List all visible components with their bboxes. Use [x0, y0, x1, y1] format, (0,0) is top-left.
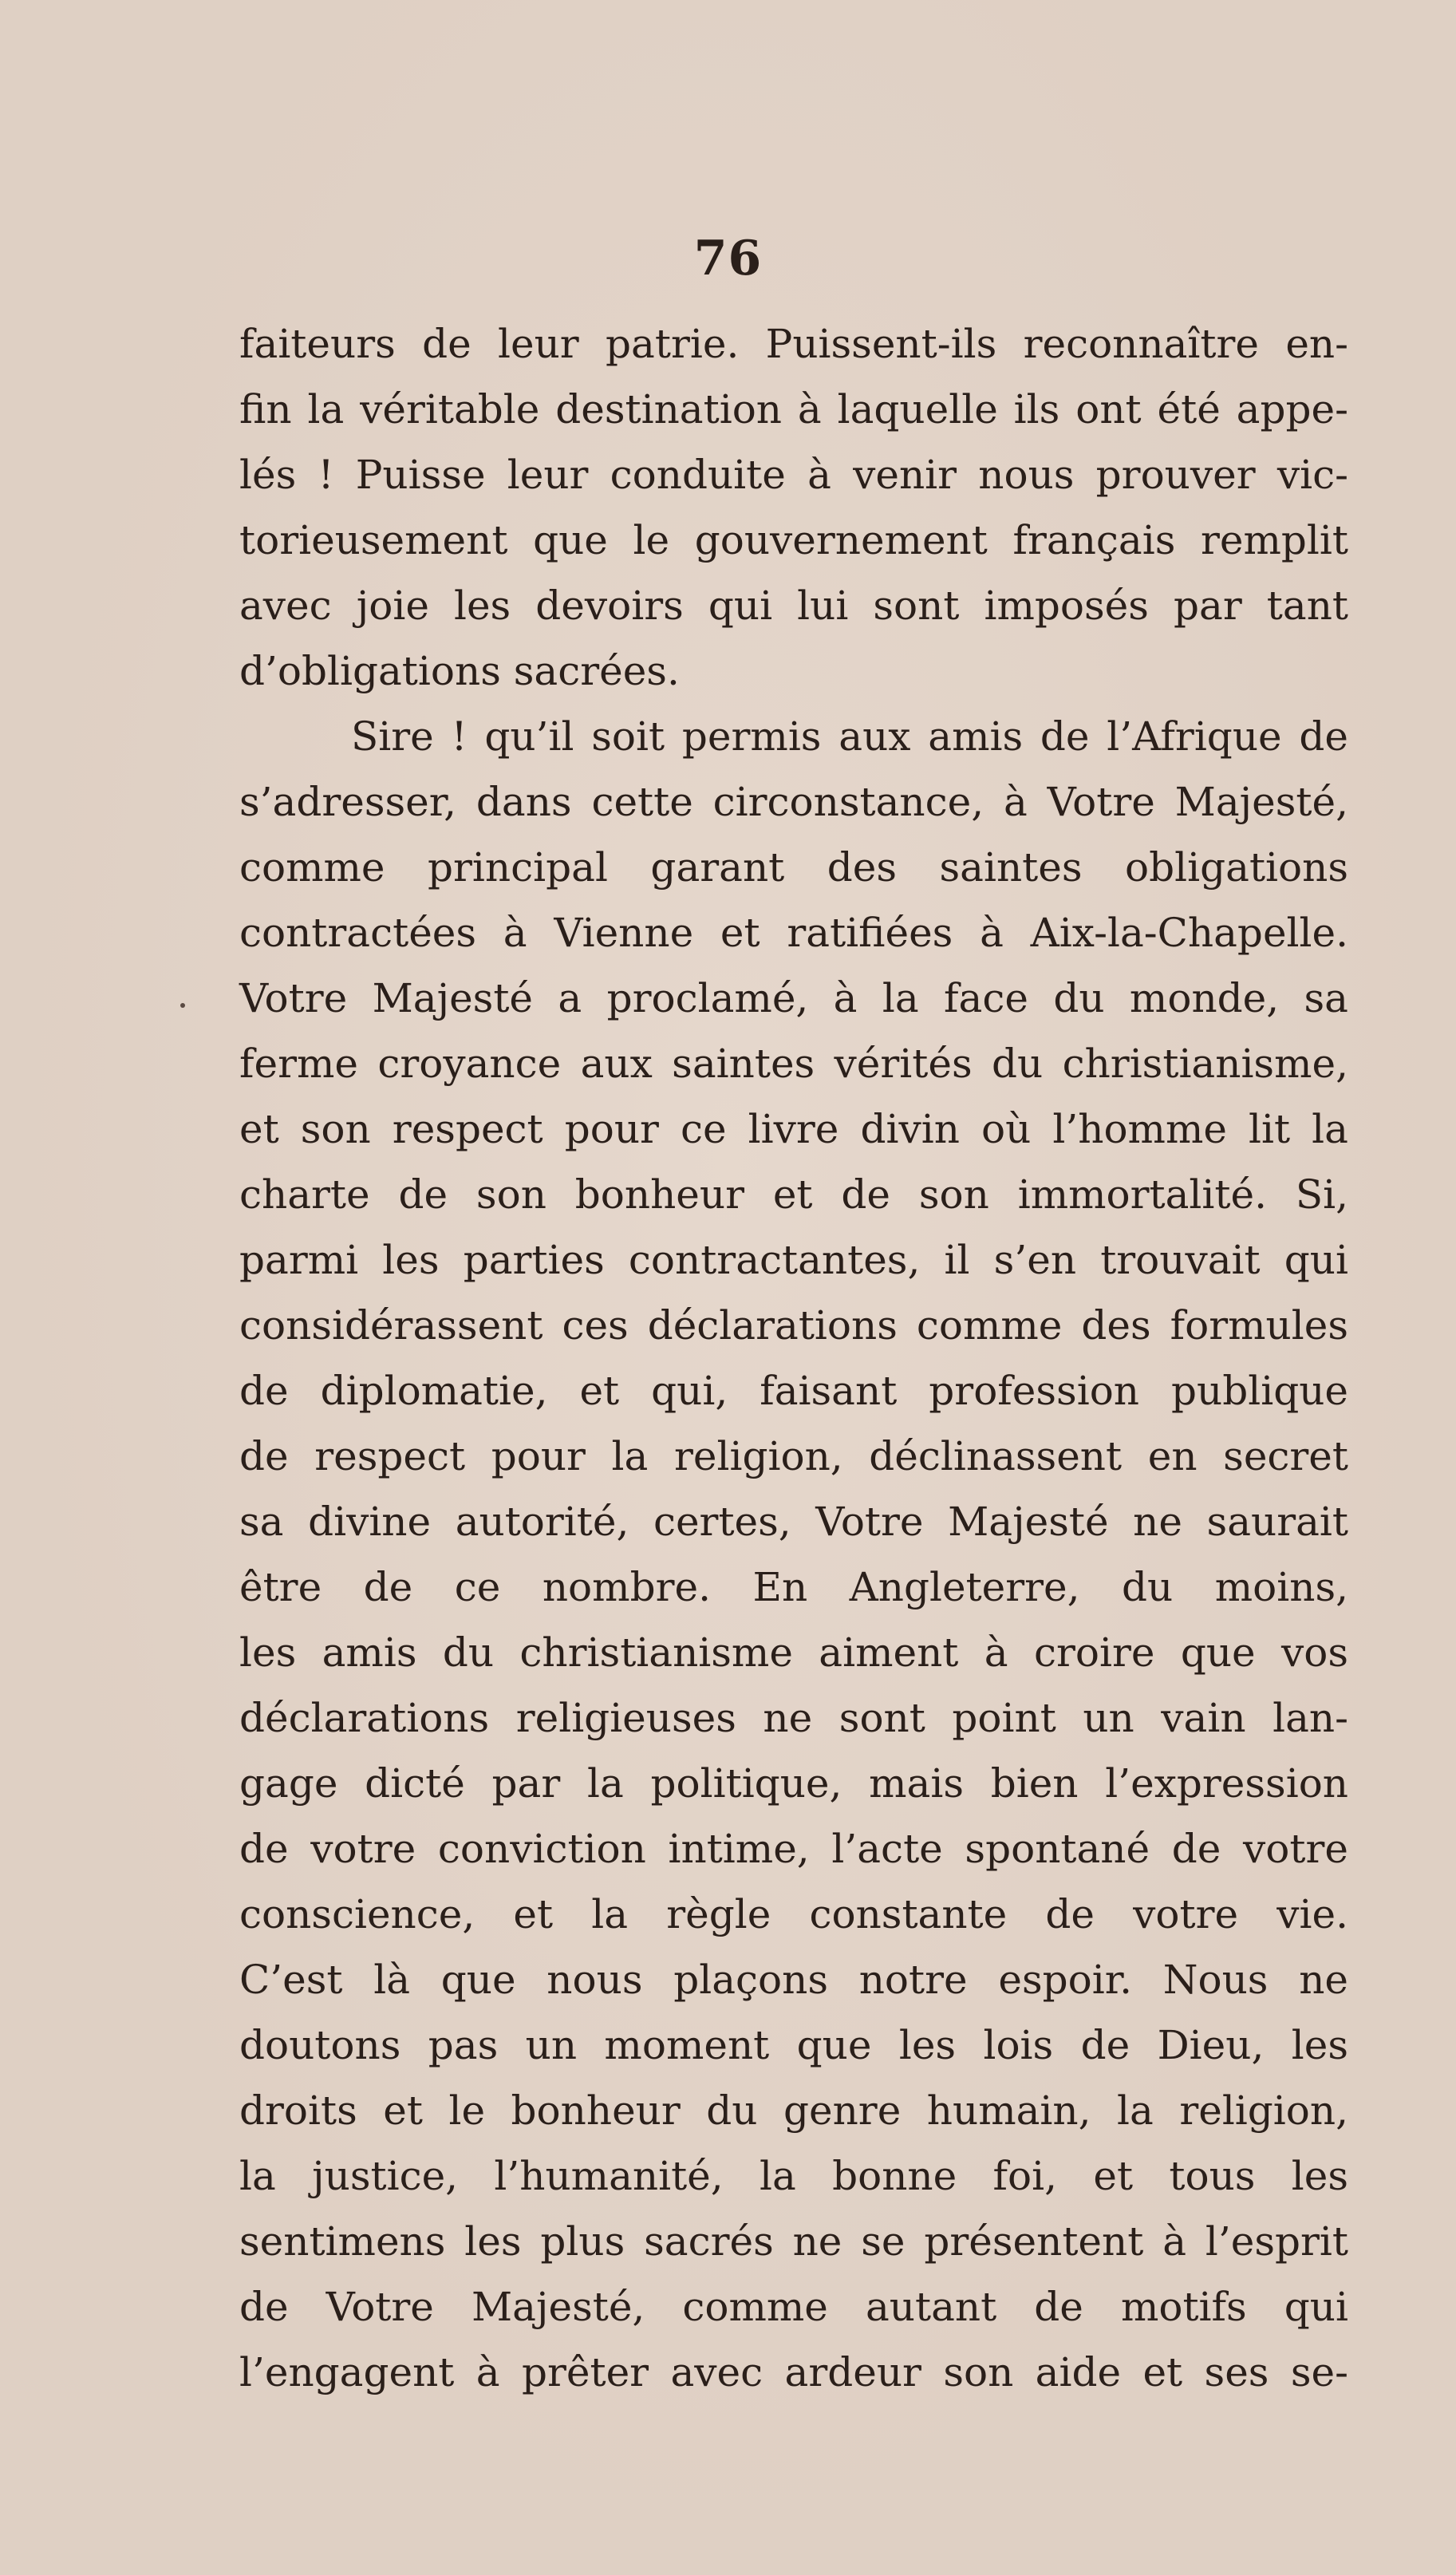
text-line: contractées à Vienne et ratifiées à Aix-la-Chapelle.: [239, 910, 1348, 956]
text-line: lés ! Puisse leur conduite à venir nous prouver vic-: [239, 452, 1348, 498]
margin-mark: [180, 1003, 185, 1008]
paragraph-start-line: Sire ! qu’il soit permis aux amis de l’Afrique de: [351, 713, 1348, 760]
text-line: parmi les parties contractantes, il s’en trouvait qui: [239, 1237, 1348, 1283]
text-line: Votre Majesté a proclamé, à la face du monde, sa: [239, 975, 1348, 1021]
text-line: l’engagent à prêter avec ardeur son aide et ses se-: [239, 2349, 1348, 2395]
text-line: sentimens les plus sacrés ne se présentent à l’esprit: [239, 2218, 1348, 2265]
text-line: de diplomatie, et qui, faisant profession publique: [239, 1368, 1348, 1414]
text-line: de respect pour la religion, déclinassent en secret: [239, 1433, 1348, 1479]
text-line: et son respect pour ce livre divin où l’homme lit la: [239, 1106, 1348, 1152]
text-line: droits et le bonheur du genre humain, la religion,: [239, 2087, 1348, 2134]
text-line: ferme croyance aux saintes vérités du christianisme,: [239, 1041, 1348, 1087]
text-line: C’est là que nous plaçons notre espoir. Nous ne: [239, 1957, 1348, 2003]
text-line: faiteurs de leur patrie. Puissent-ils reconnaître en-: [239, 321, 1348, 367]
text-line: d’obligations sacrées.: [239, 648, 680, 694]
text-line: la justice, l’humanité, la bonne foi, et tous les: [239, 2153, 1348, 2199]
body-text: [239, 311, 1348, 2405]
text-line: les amis du christianisme aiment à croire que vos: [239, 1629, 1348, 1676]
text-line: de Votre Majesté, comme autant de motifs qui: [239, 2284, 1348, 2330]
text-line: conscience, et la règle constante de votre vie.: [239, 1891, 1348, 1937]
text-line: être de ce nombre. En Angleterre, du moins,: [239, 1564, 1348, 1610]
text-line: torieusement que le gouvernement français remplit: [239, 517, 1348, 563]
text-line: gage dicté par la politique, mais bien l’expression: [239, 1760, 1348, 1807]
text-line: considérassent ces déclarations comme des formules: [239, 1302, 1348, 1349]
text-line: déclarations religieuses ne sont point un vain lan-: [239, 1695, 1348, 1741]
text-line: comme principal garant des saintes obligations: [239, 844, 1348, 891]
text-line: charte de son bonheur et de son immortalité. Si,: [239, 1171, 1348, 1218]
text-line: fin la véritable destination à laquelle ils ont été appe-: [239, 386, 1348, 432]
text-line: de votre conviction intime, l’acte spontané de votre: [239, 1826, 1348, 1872]
text-line: avec joie les devoirs qui lui sont imposés par tant: [239, 583, 1348, 629]
page-number: 76: [693, 231, 763, 286]
text-line: sa divine autorité, certes, Votre Majesté ne saurait: [239, 1499, 1348, 1545]
text-line: s’adresser, dans cette circonstance, à Votre Majesté,: [239, 779, 1348, 825]
text-line: doutons pas un moment que les lois de Dieu, les: [239, 2022, 1348, 2068]
